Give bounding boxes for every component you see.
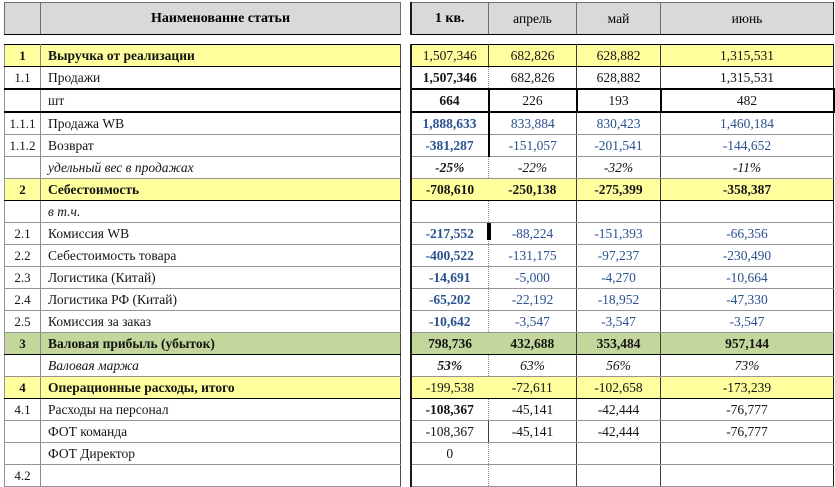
column-gap: [401, 465, 411, 487]
row-number-cell[interactable]: 2.1: [5, 223, 41, 245]
value-cell[interactable]: [661, 443, 834, 465]
value-cell[interactable]: -22,192: [489, 289, 577, 311]
value-cell[interactable]: 432,688: [489, 333, 577, 355]
value-cell[interactable]: -201,541: [577, 135, 661, 157]
value-cell[interactable]: 830,423: [577, 112, 661, 135]
column-gap: [401, 421, 411, 443]
value-cell[interactable]: -217,552: [411, 223, 489, 245]
value-cell[interactable]: -10,664: [661, 267, 834, 289]
column-gap: [401, 45, 411, 67]
row-number-cell[interactable]: [5, 421, 41, 443]
value-cell[interactable]: -358,387: [661, 179, 834, 201]
column-gap: [401, 157, 411, 179]
column-gap: [401, 289, 411, 311]
value-cell[interactable]: 482: [661, 89, 834, 112]
row-label-cell[interactable]: Расходы на персонал: [41, 399, 401, 421]
value-cell[interactable]: 226: [489, 89, 577, 112]
value-cell[interactable]: 63%: [489, 355, 577, 377]
column-header-may[interactable]: май: [577, 3, 661, 35]
row-label-cell[interactable]: Валовая прибыль (убыток): [41, 333, 401, 355]
table-row: [5, 399, 834, 421]
value-cell[interactable]: 353,484: [577, 333, 661, 355]
row-number-cell[interactable]: 1.1.1: [5, 112, 41, 135]
row-number-cell[interactable]: [5, 355, 41, 377]
value-cell[interactable]: [577, 443, 661, 465]
value-cell[interactable]: -97,237: [577, 245, 661, 267]
value-cell[interactable]: -144,652: [661, 135, 834, 157]
value-cell[interactable]: -66,356: [661, 223, 834, 245]
row-label-cell[interactable]: Себестоимость: [41, 179, 401, 201]
value-cell[interactable]: -3,547: [661, 311, 834, 333]
value-cell[interactable]: -108,367: [411, 421, 489, 443]
table-row: [5, 421, 834, 443]
value-cell[interactable]: [577, 201, 661, 223]
value-cell[interactable]: 628,882: [577, 67, 661, 90]
table-row: [5, 112, 834, 135]
value-cell[interactable]: -45,141: [489, 421, 577, 443]
column-gap: [401, 333, 411, 355]
table-row: [5, 311, 834, 333]
table-body: [5, 35, 834, 487]
value-cell[interactable]: 1,315,531: [661, 67, 834, 90]
row-number-cell[interactable]: 1: [5, 45, 41, 67]
value-cell[interactable]: -22%: [489, 157, 577, 179]
column-gap: [401, 443, 411, 465]
value-cell[interactable]: -18,952: [577, 289, 661, 311]
row-number-cell[interactable]: 4: [5, 377, 41, 399]
value-cell[interactable]: -275,399: [577, 179, 661, 201]
financial-table: [4, 2, 835, 487]
row-label-cell[interactable]: Возврат: [41, 135, 401, 157]
value-cell[interactable]: [661, 201, 834, 223]
table-row: [5, 135, 834, 157]
value-cell[interactable]: -250,138: [489, 179, 577, 201]
row-number-cell[interactable]: 2.5: [5, 311, 41, 333]
value-cell[interactable]: -3,547: [577, 311, 661, 333]
row-number-cell[interactable]: 4.1: [5, 399, 41, 421]
table-row: [5, 465, 834, 487]
value-cell[interactable]: -173,239: [661, 377, 834, 399]
value-cell[interactable]: -4,270: [577, 267, 661, 289]
column-gap: [401, 201, 411, 223]
column-gap: [401, 311, 411, 333]
column-gap: [401, 89, 411, 112]
value-cell[interactable]: -708,610: [411, 179, 489, 201]
column-gap: [401, 355, 411, 377]
row-number-cell[interactable]: 3: [5, 333, 41, 355]
row-label-cell[interactable]: в т.ч.: [41, 201, 401, 223]
table-row: [5, 289, 834, 311]
value-cell[interactable]: 664: [411, 89, 489, 112]
value-cell[interactable]: 1,888,633: [411, 112, 489, 135]
column-gap: [401, 135, 411, 157]
column-header-q1[interactable]: 1 кв.: [411, 3, 489, 35]
row-number-cell[interactable]: [5, 201, 41, 223]
value-cell[interactable]: -32%: [577, 157, 661, 179]
value-cell[interactable]: -151,393: [577, 223, 661, 245]
row-number-cell[interactable]: 2.2: [5, 245, 41, 267]
value-cell[interactable]: 53%: [411, 355, 489, 377]
column-header-april[interactable]: апрель: [489, 3, 577, 35]
row-label-cell[interactable]: Операционные расходы, итого: [41, 377, 401, 399]
row-label-cell[interactable]: ФОТ команда: [41, 421, 401, 443]
table-header: [5, 3, 834, 35]
row-number-cell[interactable]: 2.4: [5, 289, 41, 311]
table-row: [5, 355, 834, 377]
value-cell[interactable]: 628,882: [577, 45, 661, 67]
value-cell[interactable]: -199,538: [411, 377, 489, 399]
value-cell[interactable]: -88,224: [489, 223, 577, 245]
value-cell[interactable]: -76,777: [661, 399, 834, 421]
row-number-cell[interactable]: [5, 157, 41, 179]
value-cell[interactable]: [489, 465, 577, 487]
column-gap: [401, 223, 411, 245]
value-cell[interactable]: 682,826: [489, 45, 577, 67]
value-cell[interactable]: [489, 201, 577, 223]
row-label-cell[interactable]: Продажа WB: [41, 112, 401, 135]
value-cell[interactable]: [489, 443, 577, 465]
column-gap: [401, 112, 411, 135]
row-label-cell[interactable]: Продажи: [41, 67, 401, 90]
column-gap: [401, 3, 411, 35]
column-gap: [401, 399, 411, 421]
value-cell[interactable]: 1,315,531: [661, 45, 834, 67]
value-cell[interactable]: -72,611: [489, 377, 577, 399]
header-row: [5, 3, 834, 35]
value-cell[interactable]: -108,367: [411, 399, 489, 421]
row-label-cell[interactable]: Комиссия WB: [41, 223, 401, 245]
value-cell[interactable]: 798,736: [411, 333, 489, 355]
row-number-cell[interactable]: [5, 89, 41, 112]
value-cell[interactable]: -65,202: [411, 289, 489, 311]
column-gap: [401, 67, 411, 90]
row-number-cell[interactable]: [5, 443, 41, 465]
value-cell[interactable]: 1,507,346: [411, 45, 489, 67]
table-row: [5, 377, 834, 399]
table-row: [5, 223, 834, 245]
cell-cursor: [487, 223, 491, 240]
value-cell[interactable]: -11%: [661, 157, 834, 179]
column-gap: [401, 245, 411, 267]
value-cell[interactable]: -102,658: [577, 377, 661, 399]
value-cell[interactable]: 193: [577, 89, 661, 112]
header-gap-row: [5, 35, 834, 45]
row-number-cell[interactable]: 1.1: [5, 67, 41, 90]
value-cell[interactable]: -131,175: [489, 245, 577, 267]
value-cell[interactable]: 56%: [577, 355, 661, 377]
column-gap: [401, 267, 411, 289]
value-cell[interactable]: -76,777: [661, 421, 834, 443]
table-row: [5, 333, 834, 355]
row-number-cell[interactable]: 1.1.2: [5, 135, 41, 157]
value-cell[interactable]: 682,826: [489, 67, 577, 90]
value-cell[interactable]: -47,330: [661, 289, 834, 311]
value-cell[interactable]: -10,642: [411, 311, 489, 333]
row-label-cell[interactable]: Логистика (Китай): [41, 267, 401, 289]
column-gap: [401, 377, 411, 399]
table-row: [5, 89, 834, 112]
row-label-cell[interactable]: ФОТ Директор: [41, 443, 401, 465]
value-cell[interactable]: -400,522: [411, 245, 489, 267]
row-number-cell[interactable]: 2.3: [5, 267, 41, 289]
row-label-cell[interactable]: Комиссия за заказ: [41, 311, 401, 333]
value-cell[interactable]: -42,444: [577, 399, 661, 421]
value-cell[interactable]: -3,547: [489, 311, 577, 333]
table-row: [5, 67, 834, 90]
row-label-cell[interactable]: Валовая маржа: [41, 355, 401, 377]
column-header-june[interactable]: июнь: [661, 3, 834, 35]
value-cell[interactable]: -230,490: [661, 245, 834, 267]
name-column-header[interactable]: Наименование статьи: [41, 3, 401, 35]
row-label-cell[interactable]: Выручка от реализации: [41, 45, 401, 67]
value-cell[interactable]: 1,507,346: [411, 67, 489, 90]
value-cell[interactable]: -42,444: [577, 421, 661, 443]
value-cell[interactable]: [661, 465, 834, 487]
value-cell[interactable]: -381,287: [411, 135, 489, 157]
value-cell[interactable]: [411, 465, 489, 487]
row-number-column-header[interactable]: [5, 3, 41, 35]
value-cell[interactable]: -45,141: [489, 399, 577, 421]
row-number-cell[interactable]: 4.2: [5, 465, 41, 487]
value-cell[interactable]: 0: [411, 443, 489, 465]
column-gap: [401, 179, 411, 201]
table-row: [5, 201, 834, 223]
value-cell[interactable]: -25%: [411, 157, 489, 179]
row-label-cell[interactable]: [41, 465, 401, 487]
row-label-cell[interactable]: Логистика РФ (Китай): [41, 289, 401, 311]
row-label-cell[interactable]: шт: [41, 89, 401, 112]
value-cell[interactable]: [577, 465, 661, 487]
row-label-cell[interactable]: удельный вес в продажах: [41, 157, 401, 179]
row-label-cell[interactable]: Себестоимость товара: [41, 245, 401, 267]
table-row: [5, 267, 834, 289]
value-cell[interactable]: 833,884: [489, 112, 577, 135]
table-row: [5, 157, 834, 179]
value-cell[interactable]: 73%: [661, 355, 834, 377]
table-row: [5, 443, 834, 465]
table-row: [5, 45, 834, 67]
value-cell[interactable]: 1,460,184: [661, 112, 834, 135]
table-row: [5, 245, 834, 267]
value-cell[interactable]: 957,144: [661, 333, 834, 355]
row-number-cell[interactable]: 2: [5, 179, 41, 201]
value-cell[interactable]: [411, 201, 489, 223]
value-cell[interactable]: -151,057: [489, 135, 577, 157]
value-cell[interactable]: -5,000: [489, 267, 577, 289]
value-cell[interactable]: -14,691: [411, 267, 489, 289]
table-row: [5, 179, 834, 201]
